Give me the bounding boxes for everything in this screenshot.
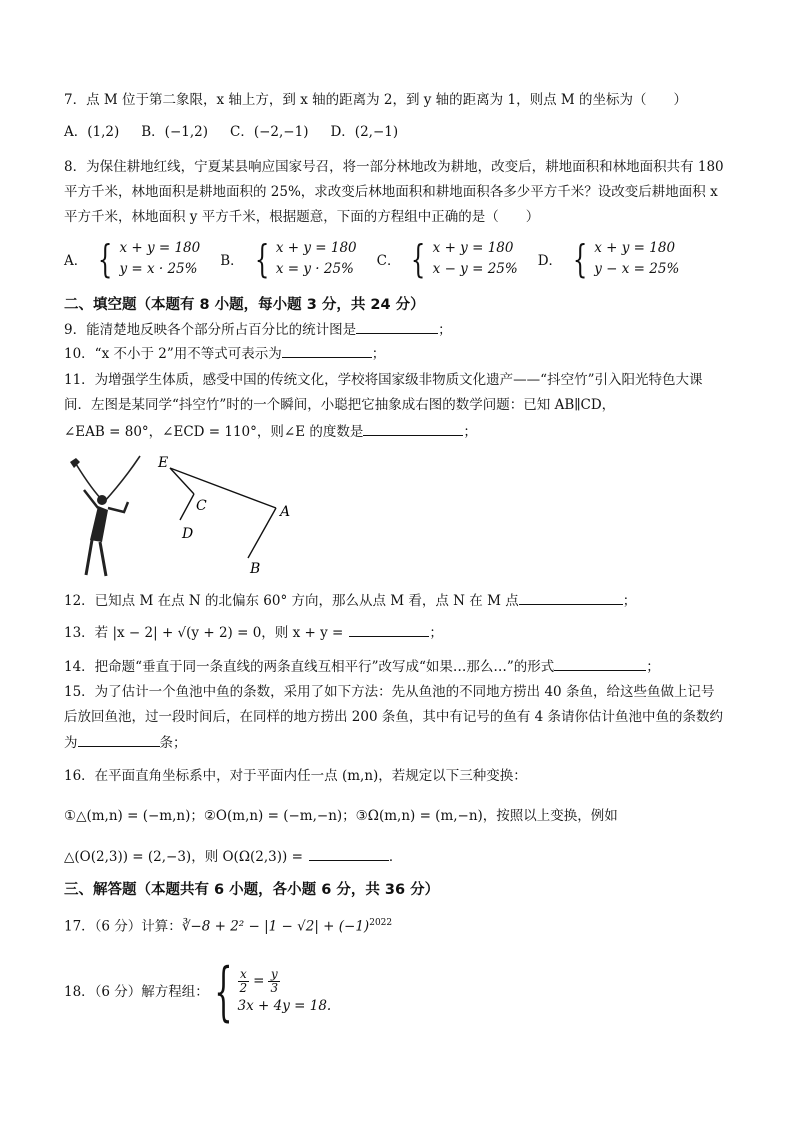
- q14-semicolon: ；: [646, 659, 660, 675]
- diabolo-icon: [70, 458, 80, 468]
- q12-text: 12．已知点 M 在点 N 的北偏东 60° 方向，那么从点 M 看，点 N 在 M 点: [64, 593, 519, 609]
- q8-line2: 平方千米，林地面积是耕地面积的 25%，求改变后林地面积和耕地面积各多少平方千米？设改变后耕地面积 x: [64, 184, 718, 200]
- q18-eq1-lhs-num: x: [239, 966, 247, 981]
- q15-line2: 后放回鱼池，过一段时间后，在同样的地方捞出 200 条鱼，其中有记号的鱼有 4 条请你估计鱼池中鱼的条数约: [64, 709, 724, 725]
- q18-eq1: $\frac{x}{2}$ = $\frac{y}{3}$: [239, 966, 279, 995]
- q13: [64, 622, 443, 643]
- q8-b-eq1: x + y = 180: [275, 240, 357, 256]
- q11-line2: 间．左图是某同学“抖空竹”时的一个瞬间，小聪把它抽象成右图的数学问题：已知 AB∥CD，: [64, 397, 616, 413]
- q15-line3-prefix: 为: [64, 735, 78, 751]
- q8-option-a-label: A．: [64, 253, 88, 269]
- person-legs: [86, 540, 106, 576]
- q13-answer-blank[interactable]: [349, 622, 429, 637]
- q16-line2: ①△(m,n) = (−m,n)；②O(m,n) = (−m,−n)；③Ω(m,n) = (m,−n)，按照以上变换，例如: [64, 808, 618, 824]
- label-e: E: [158, 455, 169, 471]
- section-2-heading: 二、填空题（本题有 8 小题，每小题 3 分，共 24 分）: [64, 297, 425, 313]
- q12-answer-blank[interactable]: [519, 590, 623, 605]
- q8-d-eq1: x + y = 180: [594, 240, 676, 256]
- q8-line3: 平方千米，林地面积 y 平方千米，根据题意，下面的方程组中正确的是（ ）: [64, 209, 540, 225]
- q7-options: [64, 122, 398, 142]
- q8-option-c: C． { x + y = 180 x − y = 25%: [376, 237, 518, 281]
- person-body: [90, 506, 108, 542]
- q8-option-b-label: B．: [220, 253, 244, 269]
- diabolo-player-figure: [62, 450, 152, 580]
- q11-semicolon: ；: [463, 424, 477, 440]
- q18-eq1-lhs-den: 2: [239, 980, 248, 995]
- q15-answer-blank[interactable]: [78, 732, 160, 747]
- geometry-figure: [150, 450, 310, 580]
- q8-option-c-label: C．: [376, 253, 401, 269]
- segment-cd: [180, 494, 194, 520]
- q11-line1: 11．为增强学生体质，感受中国的传统文化，学校将国家级非物质文化遗产——“抖空竹”引入阳光特色大课: [64, 372, 703, 388]
- q13-text: 13．若 |x − 2| + √(y + 2) = 0，则 x + y =: [64, 625, 344, 641]
- q8-a-eq2: y = x · 25%: [119, 261, 198, 277]
- q17-exponent: 2022: [369, 918, 393, 928]
- q18-eq1-rhs-num: y: [270, 966, 278, 981]
- q10-text: 10．“x 不小于 2”用不等式可表示为: [64, 346, 282, 362]
- q8-c-eq2: x − y = 25%: [432, 261, 518, 277]
- q8-d-eq2: y − x = 25%: [594, 261, 680, 277]
- q12-semicolon: ；: [622, 593, 637, 609]
- q14: [64, 656, 660, 677]
- q14-text: 14．把命题“垂直于同一条直线的两条直线互相平行”改写成“如果…那么…”的形式: [64, 659, 555, 675]
- q18: [64, 955, 332, 1029]
- q15-line3: [64, 732, 187, 753]
- q7-stem: 7．点 M 位于第二象限，x 轴上方，到 x 轴的距离为 2，到 y 轴的距离为 1，则点 M 的坐标为（ ）: [64, 92, 687, 108]
- q11-answer-blank[interactable]: [363, 421, 463, 436]
- q10: [64, 343, 385, 364]
- q16-line3: [64, 846, 402, 867]
- q8-line1: 8．为保住耕地红线，宁夏某县响应国家号召，将一部分林地改为耕地，改变后，耕地面积和林地面积共有 180: [64, 159, 724, 175]
- q16-period: ．: [388, 849, 403, 865]
- diabolo-string-right: [104, 456, 140, 502]
- q7-option-b: B．(−1,2): [141, 124, 209, 140]
- q11-line3: [64, 421, 477, 442]
- q7-option-d: D．(2,−1): [330, 124, 399, 140]
- label-a: A: [280, 504, 291, 520]
- q7-option-a: A．(1,2): [64, 124, 120, 140]
- q7-option-c: C．(−2,−1): [230, 124, 309, 140]
- q9-text: 9．能清楚地反映各个部分所占百分比的统计图是: [64, 322, 357, 338]
- q18-prefix: 18．（6 分）解方程组：: [64, 984, 209, 1000]
- q8-option-d: D． { x + y = 180 y − x = 25%: [537, 237, 680, 281]
- q8-options: [64, 238, 679, 280]
- segment-ab: [248, 508, 276, 558]
- q15-line1: 15．为了估计一个鱼池中鱼的条数，采用了如下方法：先从鱼池的不同地方捞出 40 条鱼，给这些鱼做上记号: [64, 684, 715, 700]
- q18-eq2: 3x + 4y = 18.: [237, 997, 332, 1014]
- q8-b-eq2: x = y · 25%: [275, 261, 354, 277]
- q18-eq1-rhs-den: 3: [270, 980, 279, 995]
- label-b: B: [250, 561, 261, 577]
- q11-line3-text: ∠EAB = 80°，∠ECD = 110°，则∠E 的度数是: [64, 424, 364, 440]
- q17-expression: ∛−8 + 2² − |1 − √2| + (−1): [181, 918, 370, 935]
- q16-answer-blank[interactable]: [309, 846, 389, 861]
- q18-system: [238, 968, 332, 1017]
- section-3-heading: 三、解答题（本题共有 6 小题，各小题 6 分，共 36 分）: [64, 882, 440, 898]
- person-head: [97, 495, 107, 505]
- q12: [64, 590, 636, 611]
- q8-c-eq1: x + y = 180: [432, 240, 514, 256]
- label-c: C: [196, 498, 207, 514]
- q9-semicolon: ；: [438, 322, 452, 338]
- q9-answer-blank[interactable]: [356, 319, 438, 334]
- label-d: D: [182, 526, 194, 542]
- q10-answer-blank[interactable]: [282, 343, 372, 358]
- q10-semicolon: ；: [371, 346, 386, 362]
- q8-option-d-label: D．: [537, 253, 563, 269]
- q16-line3-text: △(O(2,3)) = (2,−3)，则 O(Ω(2,3)) =: [64, 849, 303, 865]
- q18-brace: {: [214, 955, 233, 1029]
- q8-a-eq1: x + y = 180: [119, 240, 201, 256]
- q17-prefix: 17．（6 分）计算：: [64, 918, 182, 935]
- q8-option-a: A． { x + y = 180 y = x · 25%: [64, 237, 201, 281]
- q15-line3-suffix: 条；: [159, 735, 187, 751]
- q16-line1: 16．在平面直角坐标系中，对于平面内任一点 (m,n)，若规定以下三种变换：: [64, 768, 527, 784]
- segment-ea: [170, 468, 276, 508]
- q8-option-b: B． { x + y = 180 x = y · 25%: [220, 237, 357, 281]
- q9: [64, 319, 452, 340]
- q17: [64, 913, 392, 937]
- q13-semicolon: ；: [429, 625, 443, 641]
- q14-answer-blank[interactable]: [554, 656, 646, 671]
